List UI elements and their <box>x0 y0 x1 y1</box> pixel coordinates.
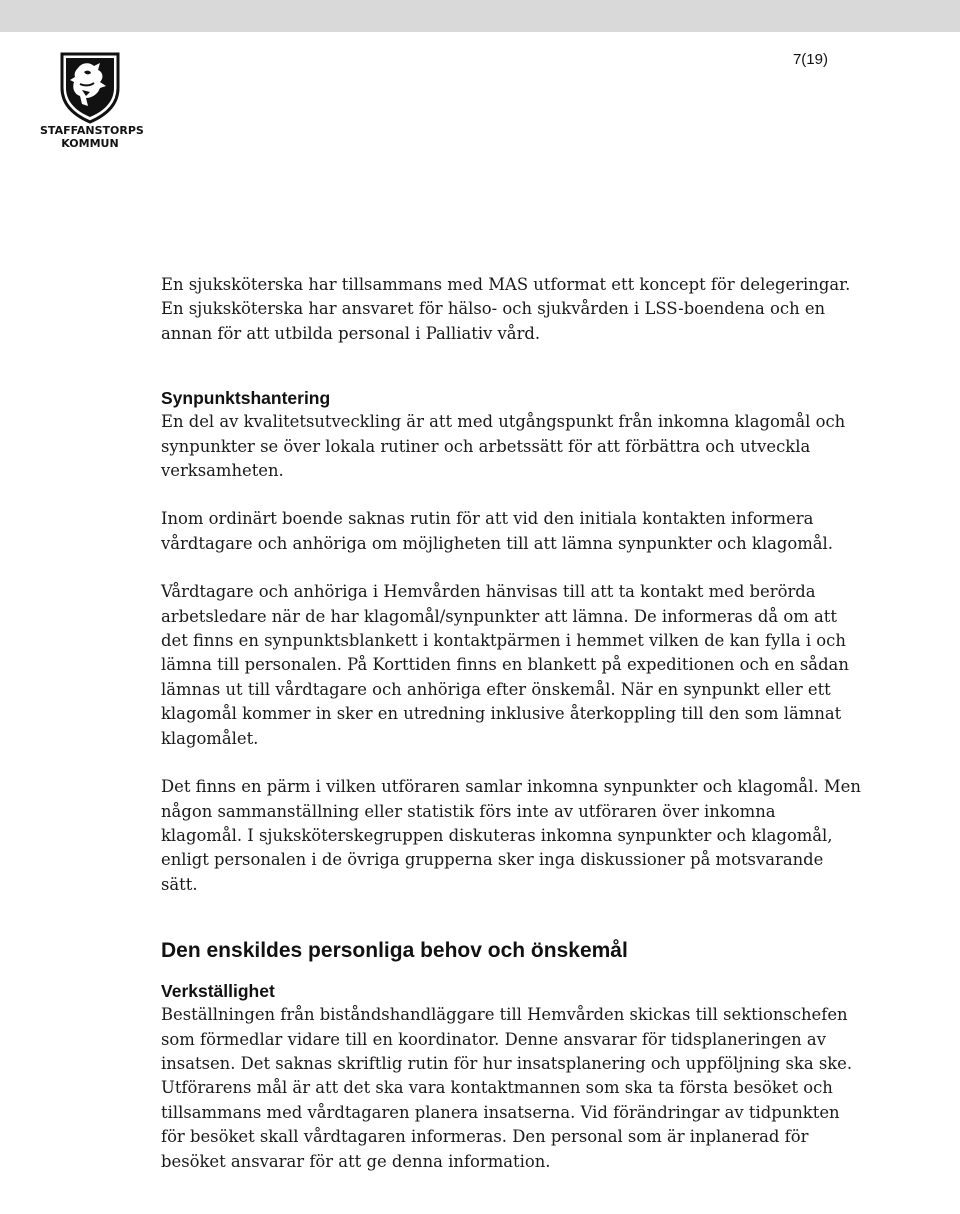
synpunkt-paragraph-1: En del av kvalitetsutveckling är att med utgångspunkt från inkomna klagomål och synpunkter se över lokala rutiner och arbetssätt för att förbättra och utveckla verksamheten. <box>161 412 846 481</box>
subheading-verkstallighet: Verkställighet <box>161 981 275 1002</box>
municipality-logo <box>40 50 144 150</box>
page-number: 7(19) <box>792 51 828 68</box>
synpunkt-paragraph-3: Vårdtagare och anhöriga i Hemvården hänvisas till att ta kontakt med berörda arbetsledare när de har klagomål/synpunkter att lämna. De informeras då om att det finns en synpunktsblankett i kontaktpärmen i hemmet vilken de kan fylla i och lämna till personalen. På Korttiden finns en blankett på expeditionen och en sådan lämnas ut till vårdtagare och anhöriga efter önskemål. När en synpunkt eller ett klagomål kommer in sker en utredning inklusive återkoppling till den som lämnat klagomålet. <box>161 582 849 748</box>
logo-text-line2: KOMMUN <box>61 137 119 150</box>
logo-text-line1: STAFFANSTORPS <box>40 124 144 137</box>
top-bar <box>0 0 960 32</box>
verkstallighet-paragraph: Beställningen från biståndshandläggare till Hemvården skickas till sektionschefen som förmedlar vidare till en koordinator. Denne ansvarar för tidsplaneringen av insatsen. Det saknas skriftlig rutin för hur insatsplanering och uppföljning ska ske. Utförarens mål är att det ska vara kontaktmannen som ska ta första besöket och tillsammans med vårdtagaren planera insatserna. Vid förändringar av tidpunkten för besöket skall vårdtagaren informeras. Den personal som är inplanerad för besöket ansvarar för att ge denna information. <box>161 1005 853 1171</box>
coat-of-arms-icon <box>40 50 140 124</box>
synpunkt-paragraph-4: Det finns en pärm i vilken utföraren samlar inkomna synpunkter och klagomål. Men någon sammanställning eller statistik förs inte av utföraren över inkomna klagomål. I sjuksköterskegruppen diskuteras inkomna synpunkter och klagomål, enligt personalen i de övriga grupperna sker inga diskussioner på motsvarande sätt. <box>161 777 861 894</box>
intro-paragraph: En sjuksköterska har tillsammans med MAS utformat ett koncept för delegeringar. En sjuksköterska har ansvaret för hälso- och sjukvården i LSS-boendena och en annan för att utbilda personal i Palliativ vård. <box>161 275 851 343</box>
section-heading-synpunktshantering: Synpunktshantering <box>161 388 331 409</box>
section-heading-personliga-behov: Den enskildes personliga behov och önskemål <box>161 939 628 963</box>
document-body <box>161 273 861 1174</box>
synpunkt-paragraph-2: Inom ordinärt boende saknas rutin för att vid den initiala kontakten informera vårdtagare och anhöriga om möjligheten till att lämna synpunkter och klagomål. <box>161 509 834 553</box>
